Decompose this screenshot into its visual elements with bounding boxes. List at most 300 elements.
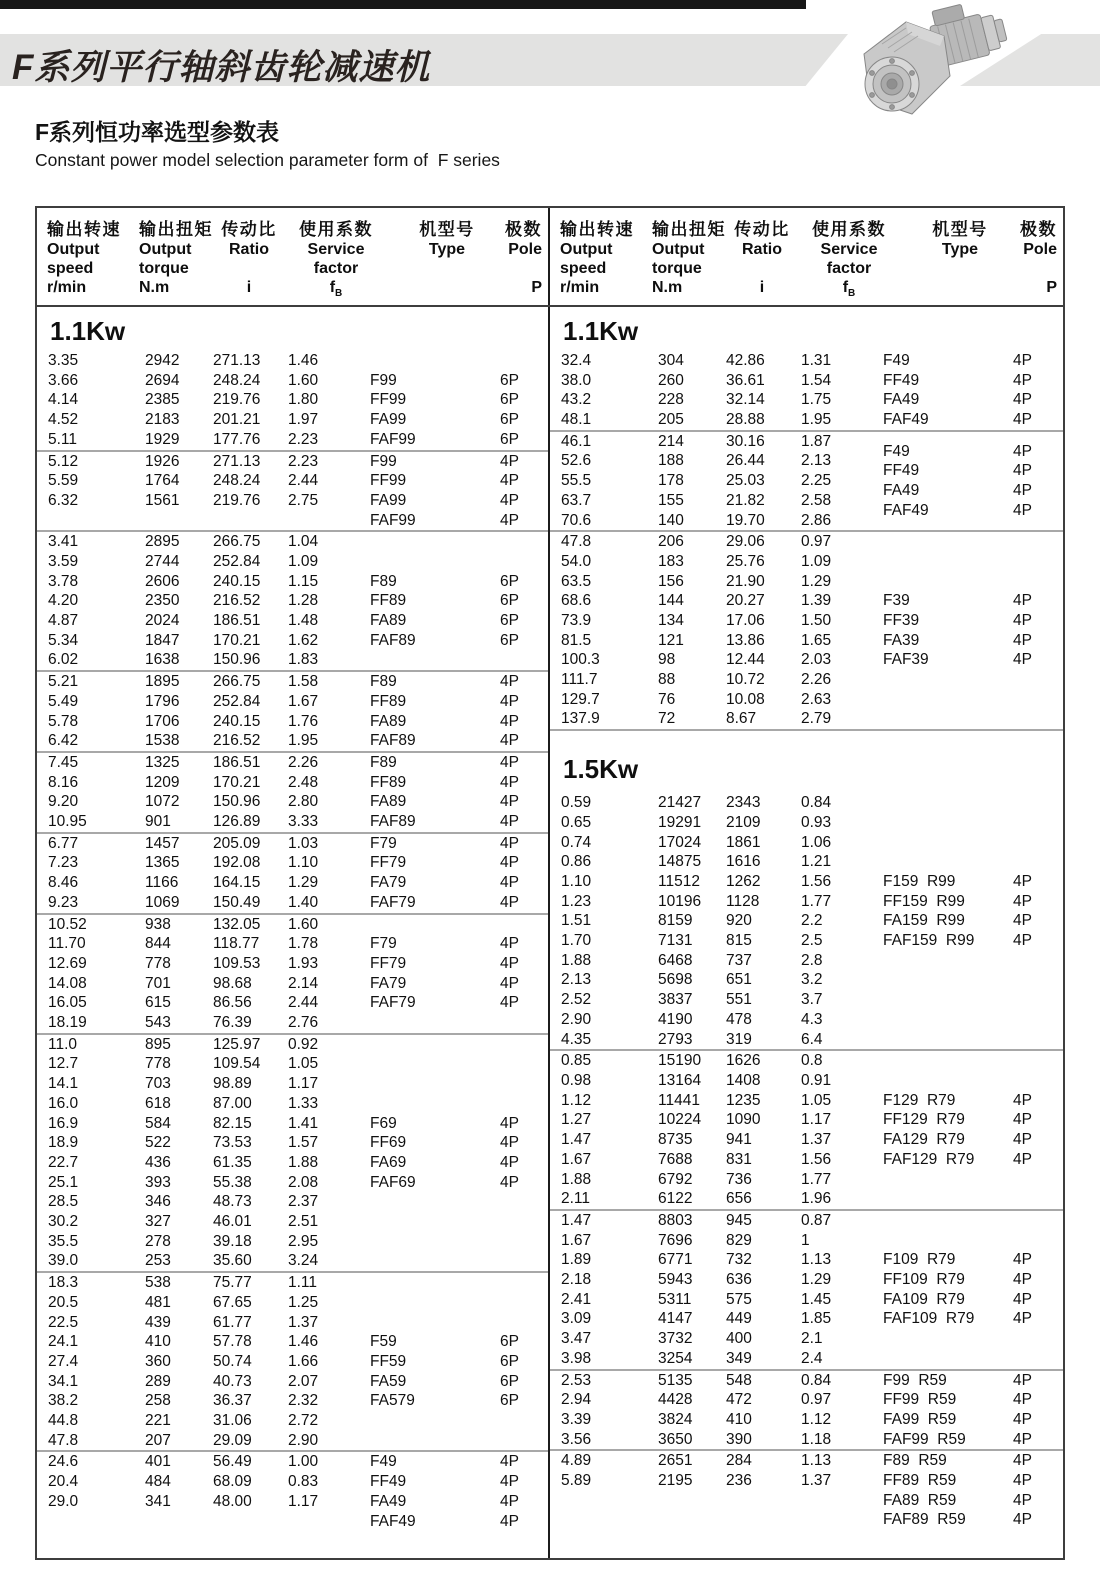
cell-pole: 4P	[500, 974, 519, 992]
column-header-unit: $f_B$	[329, 279, 343, 300]
column-header-en	[991, 259, 1057, 278]
column-header-unit: P	[1046, 279, 1057, 296]
cell-ratio: 30.16	[726, 432, 765, 450]
cell-type: FF89	[370, 773, 407, 791]
cell-ratio: 248.24	[213, 472, 261, 490]
cell-pole: 6P	[500, 430, 519, 448]
cell-pole: 4P	[1013, 612, 1032, 630]
cell-factor: 1.09	[288, 552, 319, 570]
cell-speed: 6.32	[48, 491, 79, 509]
cell-ratio: 48.00	[213, 1492, 252, 1510]
table-row	[550, 690, 1063, 710]
cell-pole: 4P	[500, 1134, 519, 1152]
cell-ratio: 252.84	[213, 692, 261, 710]
cell-ratio: 636	[726, 1271, 752, 1289]
cell-factor: 1.88	[288, 1153, 319, 1171]
cell-torque: 6122	[658, 1190, 693, 1208]
row-group	[550, 1371, 1063, 1452]
table-header	[37, 208, 1063, 307]
type-pole-row	[883, 1130, 1061, 1150]
cell-type: FAF49	[883, 501, 929, 519]
cell-speed: 16.9	[48, 1114, 79, 1132]
cell-speed: 47.8	[48, 1431, 79, 1449]
cell-factor: 1.95	[288, 732, 319, 750]
table-row	[37, 1094, 548, 1114]
cell-speed: 9.23	[48, 893, 79, 911]
table-row	[37, 1313, 548, 1333]
cell-torque: 1764	[145, 472, 180, 490]
cell-ratio: 26.44	[726, 452, 765, 470]
cell-ratio: 17.06	[726, 612, 765, 630]
cell-factor: 1.03	[288, 834, 319, 852]
type-pole-block	[883, 1091, 1061, 1170]
cell-type: FA49	[883, 391, 920, 409]
cell-torque: 17024	[658, 833, 702, 851]
cell-speed: 6.02	[48, 651, 79, 669]
cell-type: FA79	[370, 874, 407, 892]
column-header-cn: 输出扭矩	[139, 220, 213, 239]
column-header-pole	[476, 219, 542, 298]
cell-pole: 6P	[500, 1372, 519, 1390]
cell-ratio: 20.27	[726, 592, 765, 610]
cell-factor: 3.2	[801, 971, 823, 989]
cell-speed: 34.1	[48, 1372, 79, 1390]
cell-type: FAF39	[883, 651, 929, 669]
cell-factor: 0.97	[801, 1391, 832, 1409]
cell-type: FA49	[370, 1492, 407, 1510]
cell-torque: 2385	[145, 391, 180, 409]
cell-speed: 1.88	[561, 951, 592, 969]
left-header	[37, 208, 550, 305]
cell-ratio: 271.13	[213, 352, 261, 369]
cell-factor: 2.75	[288, 491, 319, 509]
cell-type: F109 R79	[883, 1251, 956, 1269]
cell-speed: 5.11	[48, 430, 78, 448]
cell-ratio: 1262	[726, 873, 761, 891]
cell-speed: 2.53	[561, 1371, 592, 1389]
cell-speed: 3.09	[561, 1310, 592, 1328]
type-pole-row	[370, 893, 548, 913]
cell-speed: 18.3	[48, 1274, 79, 1292]
cell-factor: 1.11	[288, 1274, 318, 1292]
cell-factor: 0.91	[801, 1072, 832, 1090]
table-body	[37, 307, 1063, 1558]
cell-speed: 4.52	[48, 411, 79, 429]
cell-ratio: 1090	[726, 1111, 761, 1129]
cell-ratio: 57.78	[213, 1333, 252, 1351]
type-pole-row	[370, 812, 548, 832]
cell-speed: 22.5	[48, 1313, 79, 1331]
cell-factor: 1.60	[288, 915, 319, 933]
cell-speed: 2.94	[561, 1391, 592, 1409]
column-header-unit: N.m	[139, 279, 170, 296]
cell-torque: 121	[658, 631, 684, 649]
cell-ratio: 941	[726, 1131, 752, 1149]
cell-type: F89	[370, 673, 397, 691]
table-row	[550, 572, 1063, 592]
cell-speed: 11.70	[48, 935, 86, 953]
type-pole-row	[370, 471, 548, 491]
cell-type: F89	[370, 572, 397, 590]
cell-ratio: 48.73	[213, 1193, 252, 1211]
row-group	[550, 1051, 1063, 1211]
cell-ratio: 25.03	[726, 472, 765, 490]
cell-type: F69	[370, 1114, 397, 1132]
cell-pole: 4P	[1013, 1251, 1032, 1269]
cell-pole: 4P	[1013, 631, 1032, 649]
table-row	[37, 915, 548, 935]
cell-pole: 4P	[500, 1473, 519, 1491]
cell-factor: 1.67	[288, 692, 319, 710]
cell-ratio: 920	[726, 912, 752, 930]
cell-factor: 1.17	[288, 1492, 319, 1510]
cell-factor: 1.46	[288, 352, 319, 369]
type-pole-row	[370, 1372, 548, 1392]
cell-speed: 30.2	[48, 1212, 79, 1230]
cell-ratio: 1235	[726, 1091, 761, 1109]
cell-factor: 0.87	[801, 1211, 832, 1229]
cell-torque: 289	[145, 1372, 171, 1390]
cell-torque: 2895	[145, 533, 180, 551]
cell-torque: 4190	[658, 1010, 693, 1028]
cell-ratio: 68.09	[213, 1473, 252, 1491]
parameter-table	[35, 206, 1065, 1560]
cell-pole: 4P	[500, 1114, 519, 1132]
cell-factor: 1.45	[801, 1290, 832, 1308]
cell-ratio: 236	[726, 1472, 752, 1490]
cell-torque: 1457	[145, 834, 180, 852]
cell-torque: 134	[658, 612, 684, 630]
cell-pole: 4P	[500, 491, 519, 509]
cell-ratio: 651	[726, 971, 752, 989]
cell-ratio: 46.01	[213, 1212, 252, 1230]
cell-ratio: 42.86	[726, 352, 765, 369]
cell-speed: 129.7	[561, 690, 600, 708]
type-pole-row	[883, 442, 1061, 462]
cell-type: FF109 R79	[883, 1271, 965, 1289]
cell-ratio: 67.65	[213, 1293, 252, 1311]
column-header-pole	[991, 219, 1057, 298]
column-header-cn: 使用系数	[299, 220, 373, 239]
table-row	[37, 1431, 548, 1451]
cell-ratio: 266.75	[213, 533, 261, 551]
column-header-en: factor	[826, 260, 872, 277]
cell-pole: 4P	[1013, 651, 1032, 669]
cell-ratio: 118.77	[213, 935, 260, 953]
cell-torque: 701	[145, 974, 171, 992]
column-header-factor	[285, 219, 387, 304]
cell-type: FA89 R59	[883, 1491, 957, 1509]
column-header-unit: i	[246, 279, 252, 296]
cell-torque: 1926	[145, 452, 180, 470]
cell-torque: 3837	[658, 991, 693, 1009]
cell-ratio: 170.21	[213, 773, 261, 791]
cell-type: FF49	[370, 1473, 407, 1491]
cell-factor: 1.83	[288, 651, 319, 669]
cell-pole: 4P	[500, 712, 519, 730]
table-row	[550, 1030, 1063, 1050]
cell-factor: 2.25	[801, 472, 832, 490]
table-row	[37, 1251, 548, 1271]
column-header-en	[476, 259, 542, 278]
type-pole-row	[883, 1150, 1061, 1170]
cell-speed: 1.10	[561, 873, 592, 891]
cell-torque: 346	[145, 1193, 171, 1211]
table-row	[550, 833, 1063, 853]
cell-torque: 76	[658, 690, 676, 708]
cell-speed: 10.95	[48, 813, 87, 831]
cell-factor: 2.72	[288, 1411, 319, 1429]
cell-pole: 4P	[1013, 1111, 1032, 1129]
type-pole-row	[370, 1452, 548, 1472]
cell-pole: 4P	[1013, 932, 1032, 950]
cell-speed: 24.6	[48, 1453, 79, 1471]
cell-ratio: 219.76	[213, 391, 261, 409]
row-group	[37, 672, 548, 753]
cell-torque: 14875	[658, 853, 702, 871]
cell-speed: 1.23	[561, 892, 592, 910]
cell-ratio: 12.44	[726, 651, 765, 669]
cell-factor: 3.24	[288, 1252, 319, 1270]
type-pole-row	[370, 853, 548, 873]
cell-torque: 3254	[658, 1349, 693, 1367]
cell-torque: 7688	[658, 1150, 693, 1168]
cell-speed: 5.89	[561, 1472, 592, 1490]
cell-speed: 0.65	[561, 813, 592, 831]
table-row	[37, 1013, 548, 1033]
cell-torque: 618	[145, 1094, 171, 1112]
cell-factor: 1.96	[801, 1190, 832, 1208]
cell-speed: 0.74	[561, 833, 592, 851]
cell-speed: 1.51	[561, 912, 592, 930]
table-row	[550, 1189, 1063, 1209]
cell-factor: 1.13	[801, 1251, 832, 1269]
column-header-cn: 输出扭矩	[652, 220, 726, 239]
table-row	[37, 351, 548, 371]
cell-type: FAF99	[370, 430, 416, 448]
cell-speed: 1.27	[561, 1111, 592, 1129]
cell-factor: 0.84	[801, 1371, 832, 1389]
cell-ratio: 109.53	[213, 954, 261, 972]
cell-type: FAF49	[883, 411, 929, 429]
table-row	[37, 552, 548, 572]
column-header-cn: 输出转速	[560, 220, 634, 239]
column-header-en: Pole	[508, 241, 542, 258]
cell-pole: 4P	[1013, 371, 1032, 389]
type-pole-row	[370, 712, 548, 732]
cell-speed: 38.0	[561, 371, 592, 389]
cell-speed: 3.66	[48, 371, 79, 389]
cell-speed: 6.77	[48, 834, 79, 852]
cell-ratio: 1616	[726, 853, 761, 871]
type-pole-row	[883, 872, 1061, 892]
type-pole-row	[883, 1451, 1061, 1471]
cell-ratio: 82.15	[213, 1114, 252, 1132]
cell-pole: 4P	[1013, 1511, 1032, 1529]
cell-factor: 1.05	[288, 1055, 319, 1073]
cell-torque: 21427	[658, 794, 702, 812]
cell-ratio: 410	[726, 1410, 752, 1428]
column-header-unit: r/min	[47, 279, 87, 296]
cell-torque: 4428	[658, 1391, 693, 1409]
cell-speed: 24.1	[48, 1333, 79, 1351]
cell-type: FF79	[370, 854, 407, 872]
type-pole-row	[883, 1091, 1061, 1111]
cell-ratio: 829	[726, 1231, 752, 1249]
cell-torque: 1209	[145, 773, 180, 791]
type-pole-row	[370, 1472, 548, 1492]
cell-torque: 2195	[658, 1472, 693, 1490]
cell-speed: 14.1	[48, 1075, 79, 1093]
cell-torque: 584	[145, 1114, 171, 1132]
cell-speed: 32.4	[561, 352, 592, 369]
right-header	[550, 208, 1063, 305]
cell-factor: 1.87	[801, 432, 832, 450]
cell-ratio: 86.56	[213, 994, 252, 1012]
type-pole-row	[370, 491, 548, 511]
type-pole-row	[883, 410, 1061, 430]
cell-ratio: 201.21	[213, 411, 261, 429]
cell-speed: 20.4	[48, 1473, 79, 1491]
type-pole-row	[883, 1410, 1061, 1430]
cell-type: FA99	[370, 411, 407, 429]
table-row	[550, 552, 1063, 572]
top-black-bar	[0, 0, 806, 9]
left-panel	[37, 307, 550, 1558]
cell-type: FF99	[370, 391, 407, 409]
cell-pole: 4P	[500, 854, 519, 872]
cell-ratio: 284	[726, 1452, 752, 1470]
cell-pole: 6P	[500, 592, 519, 610]
row-group	[550, 1211, 1063, 1371]
cell-type: FA49	[883, 482, 920, 500]
cell-ratio: 1128	[726, 892, 760, 910]
cell-ratio: 271.13	[213, 452, 261, 470]
table-row	[550, 990, 1063, 1010]
cell-ratio: 76.39	[213, 1014, 252, 1032]
cell-ratio: 98.89	[213, 1075, 252, 1093]
type-pole-row	[883, 931, 1061, 951]
table-row	[37, 1192, 548, 1212]
table-row	[550, 1329, 1063, 1349]
cell-speed: 18.19	[48, 1014, 87, 1032]
cell-type: FAF89	[370, 631, 416, 649]
cell-factor: 0.92	[288, 1035, 319, 1053]
cell-type: FA579	[370, 1392, 415, 1410]
cell-torque: 901	[145, 813, 171, 831]
type-pole-row	[370, 1153, 548, 1173]
type-pole-block	[883, 1451, 1061, 1530]
cell-speed: 73.9	[561, 612, 592, 630]
type-pole-row	[370, 611, 548, 631]
cell-pole: 4P	[1013, 1491, 1032, 1509]
cell-type: FF59	[370, 1352, 407, 1370]
cell-type: FF99 R59	[883, 1391, 957, 1409]
cell-torque: 2694	[145, 371, 180, 389]
cell-factor: 1.37	[801, 1472, 832, 1490]
cell-type: FAF99	[370, 511, 416, 529]
cell-pole: 4P	[500, 753, 519, 771]
cell-factor: 1.28	[288, 592, 319, 610]
cell-ratio: 478	[726, 1010, 752, 1028]
column-header-en: Output	[560, 241, 613, 258]
cell-ratio: 1861	[726, 833, 761, 851]
column-header-cn: 使用系数	[812, 220, 886, 239]
cell-torque: 8159	[658, 912, 693, 930]
cell-pole: 4P	[1013, 1430, 1032, 1448]
type-pole-row	[370, 1133, 548, 1153]
cell-speed: 5.49	[48, 692, 79, 710]
cell-ratio: 55.38	[213, 1173, 252, 1191]
cell-speed: 4.35	[561, 1030, 592, 1048]
cell-torque: 2744	[145, 552, 180, 570]
cell-pole: 4P	[1013, 1150, 1032, 1168]
section-title: 1.1Kw	[50, 316, 126, 346]
cell-factor: 1.10	[288, 854, 319, 872]
cell-factor: 1.54	[801, 371, 832, 389]
cell-speed: 2.90	[561, 1010, 592, 1028]
cell-ratio: 1408	[726, 1072, 761, 1090]
cell-factor: 2.2	[801, 912, 823, 930]
type-pole-row	[370, 753, 548, 773]
cell-speed: 1.12	[561, 1091, 592, 1109]
cell-ratio: 13.86	[726, 631, 765, 649]
cell-ratio: 150.49	[213, 893, 261, 911]
cell-torque: 304	[658, 352, 684, 369]
cell-type: F99	[370, 371, 397, 389]
cell-torque: 5311	[658, 1290, 692, 1308]
cell-ratio: 551	[726, 991, 752, 1009]
cell-speed: 8.46	[48, 874, 79, 892]
cell-torque: 401	[145, 1453, 171, 1471]
type-pole-row	[370, 692, 548, 712]
cell-torque: 8803	[658, 1211, 693, 1229]
table-row	[550, 1010, 1063, 1030]
cell-ratio: 2109	[726, 813, 761, 831]
table-row	[37, 1293, 548, 1313]
cell-pole: 4P	[1013, 592, 1032, 610]
cell-ratio: 945	[726, 1211, 752, 1229]
cell-factor: 2.1	[801, 1330, 823, 1348]
cell-ratio: 219.76	[213, 491, 261, 509]
cell-torque: 2651	[658, 1452, 693, 1470]
cell-factor: 0.8	[801, 1052, 823, 1070]
cell-speed: 38.2	[48, 1392, 79, 1410]
cell-torque: 938	[145, 915, 171, 933]
cell-factor: 1.06	[801, 833, 832, 851]
cell-speed: 10.52	[48, 915, 87, 933]
type-pole-block	[370, 572, 548, 651]
cell-factor: 0.83	[288, 1473, 319, 1491]
type-pole-row	[370, 773, 548, 793]
cell-torque: 8735	[658, 1131, 693, 1149]
cell-factor: 1.65	[801, 631, 832, 649]
table-row	[550, 1231, 1063, 1251]
cell-factor: 2.86	[801, 511, 832, 529]
row-group	[37, 532, 548, 672]
cell-pole: 4P	[1013, 873, 1032, 891]
cell-speed: 3.98	[561, 1349, 592, 1367]
cell-type: FF99	[370, 472, 407, 490]
table-row	[37, 1035, 548, 1055]
type-pole-block	[370, 1332, 548, 1411]
column-header-en: torque	[139, 260, 189, 277]
cell-factor: 1.25	[288, 1293, 319, 1311]
column-header-cn: 极数	[505, 220, 542, 239]
table-row	[550, 1051, 1063, 1071]
cell-ratio: 31.06	[213, 1411, 252, 1429]
cell-pole: 4P	[1013, 1410, 1032, 1428]
